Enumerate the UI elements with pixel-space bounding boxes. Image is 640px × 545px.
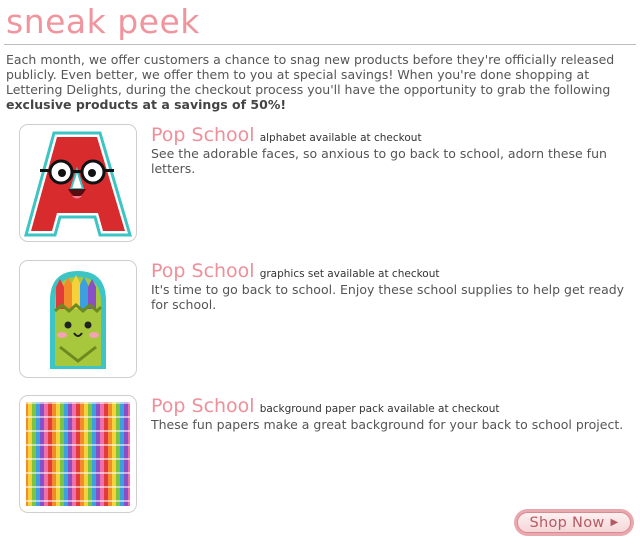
letter-a-with-glasses-icon bbox=[20, 125, 136, 241]
product-name[interactable]: Pop School bbox=[151, 395, 255, 417]
intro-text bbox=[6, 52, 634, 112]
shop-now-button[interactable] bbox=[514, 509, 634, 536]
crayon-pattern-paper-icon bbox=[20, 396, 136, 512]
intro-body: Each month, we offer customers a chance to snag new products before they're officially released publicly. Even better, we offer them to you at special savings! When you're done shopping at Lettering Delights, during the checkout process you'll have the opportunity to grab the following bbox=[6, 52, 615, 97]
product-type: alphabet available at checkout bbox=[259, 132, 422, 144]
product-description: See the adorable faces, so anxious to go back to school, adorn these fun letters. bbox=[151, 146, 607, 176]
product-name[interactable]: Pop School bbox=[151, 260, 255, 282]
shop-now-label: Shop Now bbox=[529, 514, 605, 531]
product-thumbnail-paper[interactable] bbox=[19, 395, 137, 513]
triangle-right-icon: ▶ bbox=[610, 517, 619, 528]
product-description: These fun papers make a great background for your back to school project. bbox=[151, 417, 624, 432]
product-thumbnail-alphabet[interactable] bbox=[19, 124, 137, 242]
product-type: graphics set available at checkout bbox=[259, 268, 440, 280]
product-type: background paper pack available at checkout bbox=[259, 403, 500, 415]
product-name[interactable]: Pop School bbox=[151, 124, 255, 146]
page-title: sneak peek bbox=[6, 2, 200, 41]
product-thumbnail-graphics[interactable] bbox=[19, 260, 137, 378]
product-description: It's time to go back to school. Enjoy these school supplies to help get ready for school. bbox=[151, 282, 625, 312]
crayon-box-character-icon bbox=[20, 261, 136, 377]
shop-now-button-face[interactable] bbox=[517, 512, 631, 533]
title-divider bbox=[4, 44, 636, 45]
intro-highlight: exclusive products at a savings of 50%! bbox=[6, 97, 287, 112]
